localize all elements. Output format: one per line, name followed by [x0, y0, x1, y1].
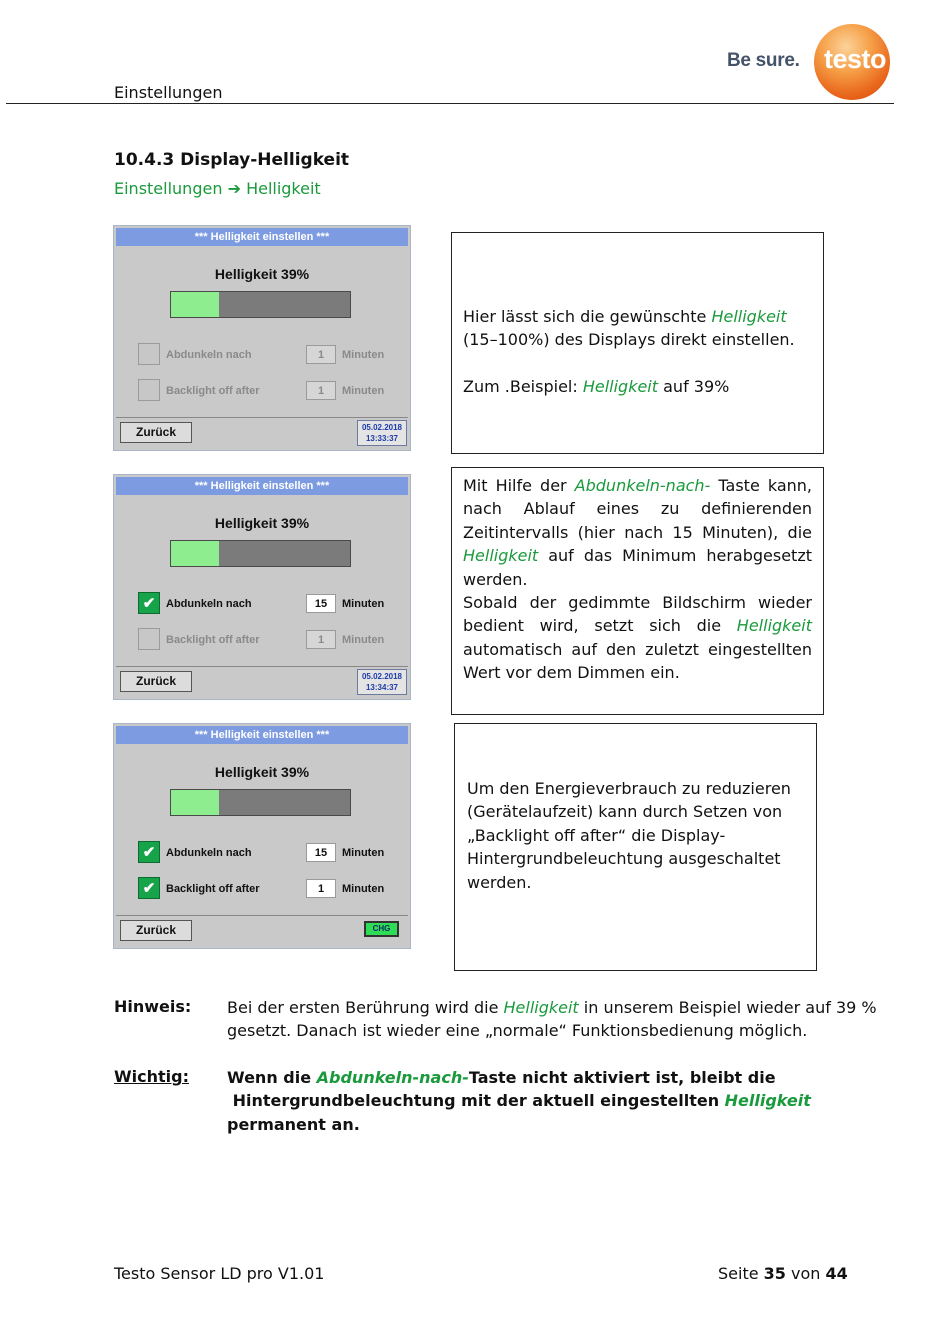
dim-unit: Minuten — [342, 598, 385, 610]
hinweis-line1 — [227, 996, 877, 1019]
brightness-slider[interactable] — [170, 291, 351, 318]
info-box-backlight — [454, 723, 817, 971]
time-text: 13:34:37 — [365, 683, 399, 692]
screen-title: *** Helligkeit einstellen *** — [116, 726, 408, 744]
brightness-label: Helligkeit 39% — [214, 764, 310, 780]
back-button[interactable]: Zurück — [120, 422, 192, 443]
path-from: Einstellungen — [114, 179, 223, 198]
backlight-checkbox[interactable] — [138, 877, 160, 899]
box2-text: Mit Hilfe der — [463, 476, 575, 495]
wichtig-part: Taste nicht aktiviert ist, bleibt die — [468, 1068, 776, 1087]
box3-line3: „Backlight off after“ die Display- — [467, 825, 726, 845]
box2-text: Taste kann, nach Ablauf eines zu definierenden Zeitintervalls (hier nach 15 Minuten), die — [463, 476, 812, 542]
dim-label: Abdunkeln nach — [166, 349, 252, 361]
header-title: Einstellungen — [114, 83, 223, 102]
dim-minutes-field[interactable]: 15 — [306, 594, 336, 613]
date-text: 05.02.2018 — [361, 423, 403, 432]
hinweis-highlight: Helligkeit — [503, 998, 579, 1017]
box3-line1: Um den Energieverbrauch zu reduzieren — [467, 779, 791, 798]
box1-text: auf 39% — [658, 377, 730, 397]
backlight-unit: Minuten — [342, 883, 385, 895]
brightness-fill — [171, 541, 219, 566]
info-box-dimming — [451, 467, 824, 715]
box3-line2: (Gerätelaufzeit) kann durch Setzen von — [467, 802, 783, 822]
checkmark-icon: ✔ — [142, 844, 156, 861]
brightness-fill — [171, 292, 219, 317]
box1-line3 — [463, 375, 811, 398]
screen-title: *** Helligkeit einstellen *** — [116, 228, 408, 246]
back-button[interactable]: Zurück — [120, 671, 192, 692]
backlight-label: Backlight off after — [166, 385, 260, 397]
screen-footer-divider — [116, 666, 408, 667]
wichtig-label: Wichtig: — [114, 1067, 189, 1086]
arrow-right-icon: ➔ — [227, 179, 241, 198]
wichtig-highlight: Abdunkeln-nach- — [316, 1068, 469, 1087]
box1-text: Zum .Beispiel: — [463, 377, 583, 397]
hinweis-label: Hinweis: — [114, 997, 192, 1016]
backlight-minutes-field[interactable]: 1 — [306, 879, 336, 898]
dim-label: Abdunkeln nach — [166, 598, 252, 610]
box2-paragraph2 — [463, 591, 812, 685]
backlight-checkbox[interactable] — [138, 379, 160, 401]
footer-page-number — [718, 1264, 848, 1283]
wichtig-highlight: Helligkeit — [724, 1091, 811, 1111]
time-text: 13:33:37 — [365, 434, 399, 443]
hinweis-part: Bei der ersten Berührung wird die — [227, 998, 504, 1017]
box1-line2: (15–100%) des Displays direkt einstellen. — [463, 330, 795, 350]
box2-text: Sobald der gedimmte Bildschirm wieder bedient wird, setzt sich die — [463, 593, 812, 636]
wichtig-part: Wenn die — [227, 1068, 317, 1087]
box2-highlight: Helligkeit — [463, 546, 539, 566]
header-divider — [6, 103, 894, 104]
box2-text: automatisch auf den zuletzt eingestellten Wert vor dem Dimmen ein. — [463, 639, 812, 683]
info-box-brightness — [451, 232, 824, 454]
checkmark-icon: ✔ — [142, 595, 156, 612]
dim-unit: Minuten — [342, 349, 385, 361]
box1-line1 — [463, 305, 811, 328]
box1-highlight: Helligkeit — [711, 307, 787, 326]
brand-slogan: Be sure. — [727, 50, 800, 71]
box1-text: Hier lässt sich die gewünschte — [463, 307, 712, 326]
wichtig-line2 — [227, 1089, 877, 1136]
box2-text: auf das Minimum herabgesetzt werden. — [463, 546, 812, 589]
box2-highlight: Helligkeit — [736, 616, 812, 636]
brightness-slider[interactable] — [170, 789, 351, 816]
hinweis-text — [227, 996, 877, 1043]
hinweis-line2: gesetzt. Danach ist wieder eine „normale“ Funktionsbedienung möglich. — [227, 1021, 808, 1041]
brightness-fill — [171, 790, 219, 815]
wichtig-line1 — [227, 1066, 877, 1089]
box1-highlight: Helligkeit — [582, 377, 659, 397]
menu-path — [114, 179, 321, 198]
device-screen-1 — [113, 225, 411, 451]
backlight-minutes-field[interactable]: 1 — [306, 381, 336, 400]
dim-label: Abdunkeln nach — [166, 847, 252, 859]
dim-checkbox[interactable] — [138, 841, 160, 863]
dim-minutes-field[interactable]: 1 — [306, 345, 336, 364]
brightness-label: Helligkeit 39% — [214, 266, 310, 282]
device-screen-3 — [113, 723, 411, 949]
brand-logo-text: testo — [823, 44, 886, 74]
brightness-label: Helligkeit 39% — [214, 515, 310, 531]
section-title: 10.4.3 Display-Helligkeit — [114, 150, 350, 170]
page-current: 35 — [763, 1264, 786, 1283]
dim-minutes-field[interactable]: 15 — [306, 843, 336, 862]
path-to: Helligkeit — [246, 179, 321, 198]
dim-unit: Minuten — [342, 847, 385, 859]
box3-line4: Hintergrundbeleuchtung ausgeschaltet — [467, 849, 781, 869]
date-text: 05.02.2018 — [361, 672, 403, 681]
chg-button[interactable]: CHG — [364, 921, 399, 937]
dim-checkbox[interactable] — [138, 343, 160, 365]
backlight-label: Backlight off after — [166, 883, 260, 895]
wichtig-part: Hintergrundbeleuchtung mit der aktuell eingestellten — [227, 1091, 725, 1111]
checkmark-icon: ✔ — [142, 880, 156, 897]
brightness-slider[interactable] — [170, 540, 351, 567]
page-mid: von — [785, 1264, 826, 1283]
hinweis-part: in unserem Beispiel wieder auf 39 % — [578, 998, 877, 1017]
device-screen-2 — [113, 474, 411, 700]
backlight-unit: Minuten — [342, 385, 385, 397]
screen-footer-divider — [116, 915, 408, 916]
dim-checkbox[interactable] — [138, 592, 160, 614]
backlight-minutes-field[interactable]: 1 — [306, 630, 336, 649]
wichtig-part: permanent an. — [227, 1114, 360, 1134]
backlight-checkbox[interactable] — [138, 628, 160, 650]
footer-product: Testo Sensor LD pro V1.01 — [114, 1264, 325, 1283]
datetime-display — [357, 669, 407, 695]
box2-highlight: Abdunkeln-nach- — [574, 476, 711, 495]
back-button[interactable]: Zurück — [120, 920, 192, 941]
wichtig-text — [227, 1066, 877, 1136]
backlight-label: Backlight off after — [166, 634, 260, 646]
datetime-display — [357, 420, 407, 446]
page-prefix: Seite — [718, 1264, 764, 1283]
testo-logo — [722, 20, 897, 102]
page-total: 44 — [825, 1264, 848, 1283]
screen-footer-divider — [116, 417, 408, 418]
box2-paragraph1 — [463, 474, 812, 591]
backlight-unit: Minuten — [342, 634, 385, 646]
screen-title: *** Helligkeit einstellen *** — [116, 477, 408, 495]
box3-line5: werden. — [467, 872, 532, 892]
